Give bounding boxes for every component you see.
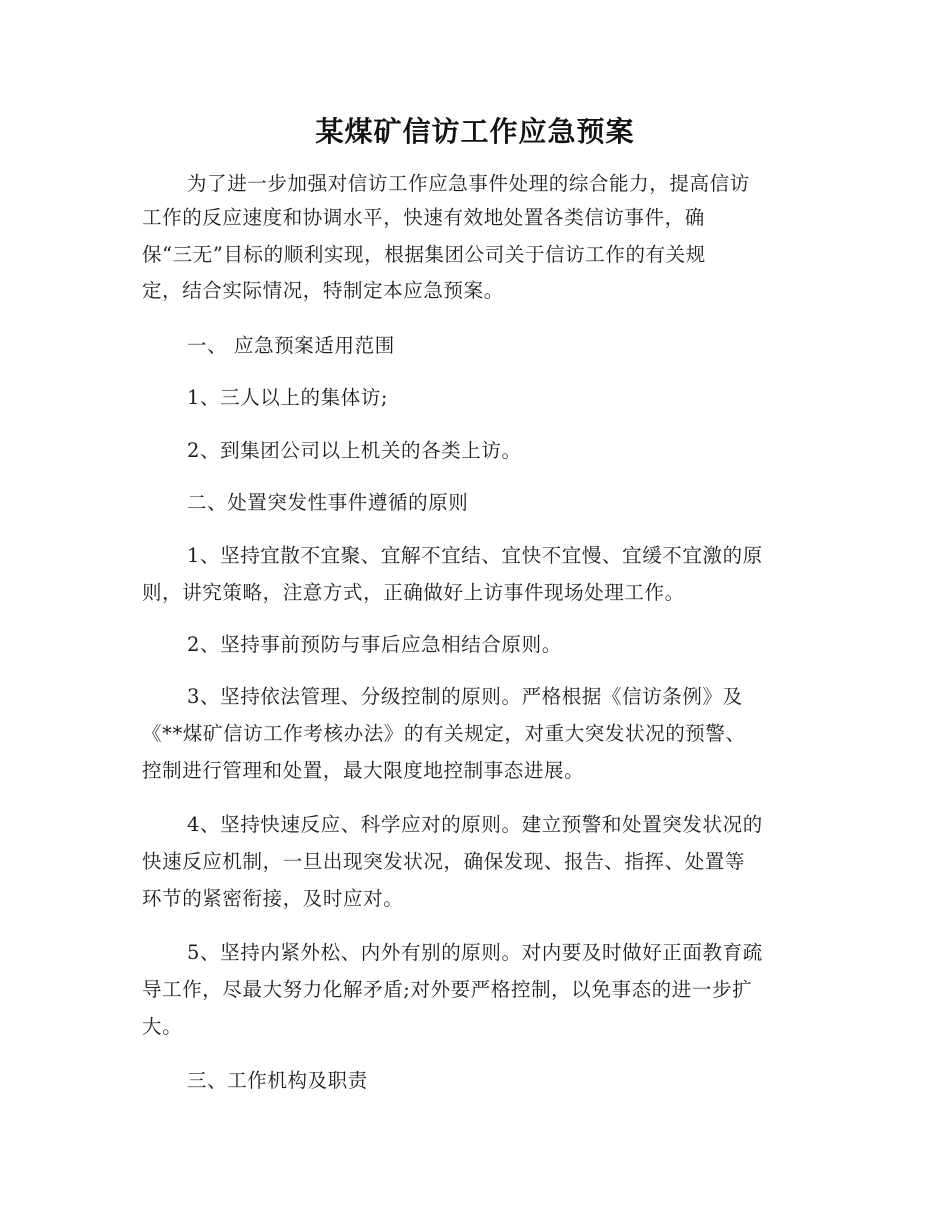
section-heading: 三、工作机构及职责 xyxy=(187,1069,368,1092)
section-heading: 一、 应急预案适用范围 xyxy=(187,334,395,357)
paragraph-line: 《**煤矿信访工作考核办法》的有关规定，对重大突发状况的预警、 xyxy=(142,722,746,745)
paragraph-line: 1、坚持宜散不宜聚、宜解不宜结、宜快不宜慢、宜缓不宜激的原 xyxy=(187,544,763,567)
paragraph-line: 3、坚持依法管理、分级控制的原则。严格根据《信访条例》及 xyxy=(187,685,743,708)
paragraph-line: 工作的反应速度和协调水平，快速有效地处置各类信访事件，确 xyxy=(142,206,705,229)
paragraph-line: 环节的紧密衔接，及时应对。 xyxy=(142,887,404,910)
list-item: 2、到集团公司以上机关的各类上访。 xyxy=(187,439,522,462)
paragraph-line: 快速反应机制，一旦出现突发状况，确保发现、报告、指挥、处置等 xyxy=(142,850,746,873)
document-title: 某煤矿信访工作应急预案 xyxy=(315,115,635,148)
paragraph-line: 2、坚持事前预防与事后应急相结合原则。 xyxy=(187,633,562,656)
list-item: 1、三人以上的集体访; xyxy=(187,386,389,409)
paragraph-line: 导工作，尽最大努力化解矛盾;对外要严格控制，以免事态的进一步扩 xyxy=(142,978,753,1001)
section-heading: 二、处置突发性事件遵循的原则 xyxy=(187,491,469,514)
paragraph-line: 则，讲究策略，注意方式，正确做好上访事件现场处理工作。 xyxy=(142,581,685,604)
paragraph-line: 5、坚持内紧外松、内外有别的原则。对内要及时做好正面教育疏 xyxy=(187,941,763,964)
paragraph-line: 大。 xyxy=(142,1015,183,1038)
paragraph-line: 为了进一步加强对信访工作应急事件处理的综合能力，提高信访 xyxy=(187,172,750,195)
paragraph-line: 控制进行管理和处置，最大限度地控制事态进展。 xyxy=(142,759,585,782)
paragraph-line: 保“三无”目标的顺利实现，根据集团公司关于信访工作的有关规 xyxy=(142,243,706,266)
paragraph-line: 4、坚持快速反应、科学应对的原则。建立预警和处置突发状况的 xyxy=(187,813,763,836)
paragraph-line: 定，结合实际情况，特制定本应急预案。 xyxy=(142,279,504,302)
